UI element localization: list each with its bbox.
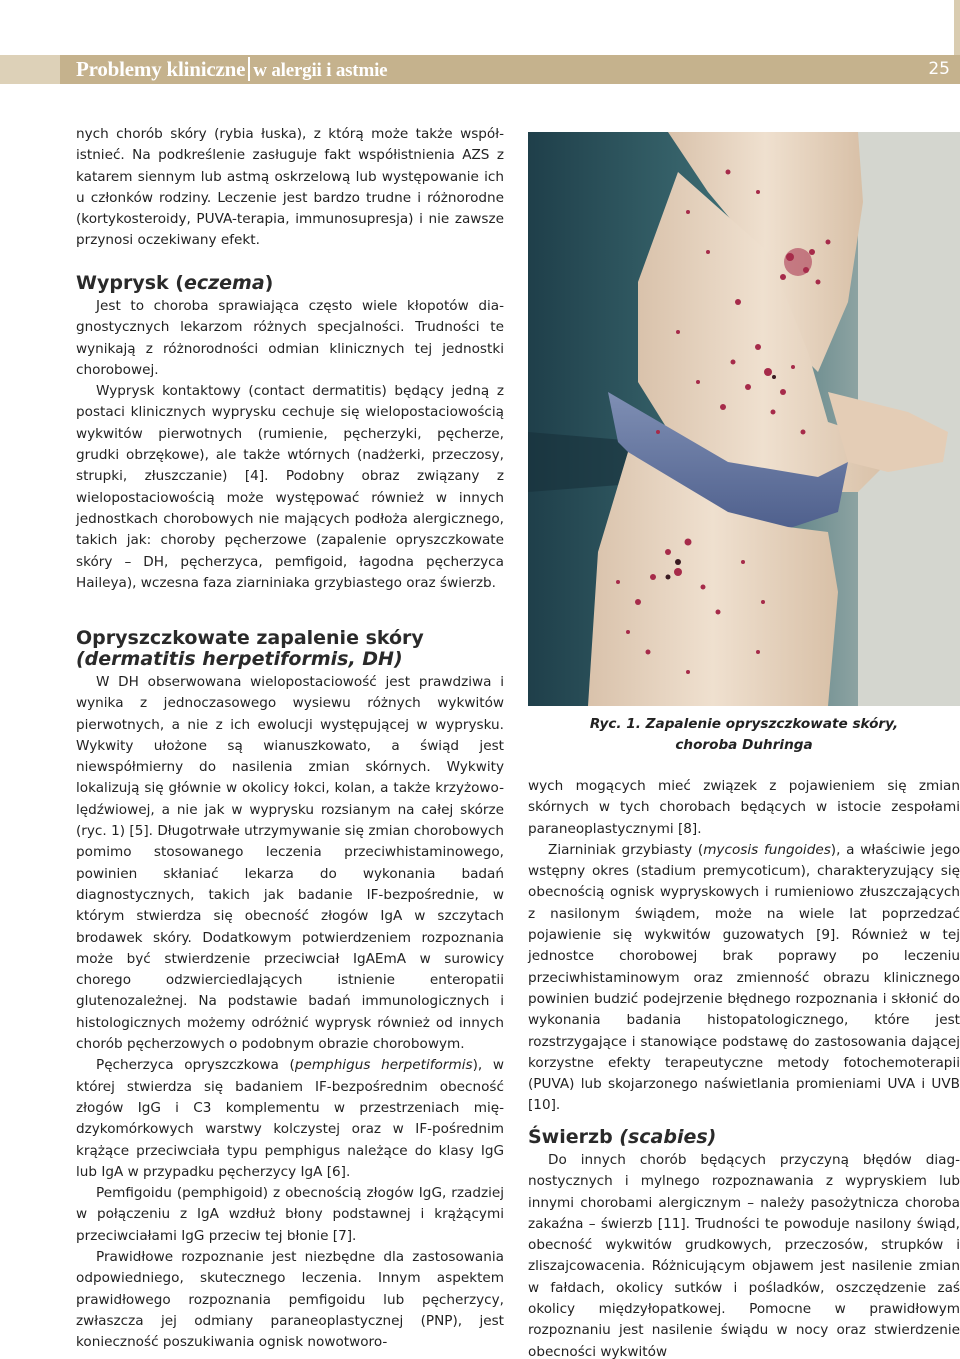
- header-title-part2: w alergii i astmie: [253, 60, 388, 81]
- scabies-section: [528, 1127, 960, 1359]
- dh-paragraph-1: W DH obserwowana wielopostaciowość jest prawdziwa i wynika z jednoczasowego wysiewu różnych wykwitów pierwotnych, a nie z ich ewolucji występującej w wyprysku. Wykwity ułożone są wianuszkowato, a świąd jest niewspółmierny do nasilenia zmian skórnych. Wykwity lokalizują się głównie w okolicy łokci, kolan, a także krzyżowo-lędźwiowej, a nie jak w wyprysku rozsianym na całej skórze (ryc. 1) [5]. Długotrwałe utrzymywanie się zmian chorobowych pomimo stosowanego leczenia przeciwhistaminowego, powinien skłaniać lekarza do wykonania badań diagnostycznych, takich jak badanie IF-bezpośrednie, w którym stwierdza się obecność złogów IgA w szczytach brodawek skóry. Dodatkowym potwierdzeniem rozpoznania może być stwierdzenie przeciwciał IgAEmA w surowicy chorego odzwierciedlających istnienie enteropatii glutenozależnej. Na podstawie badań immunologicznych i histologicznych możemy odróżnić wyprysk również od innych chorób pęcherzowych o podobnym obrazie chorobowym.: [76, 674, 504, 1053]
- dh-heading: [76, 628, 504, 670]
- header-title-part1: Problemy kliniczne: [76, 57, 250, 81]
- dh-paragraph-4: Prawidłowe rozpoznanie jest niezbędne dla zastosowania odpowiedniego, skutecznego leczenia. Innym aspektem prawidłowego rozpoznania pemfigoidu lub pęcherzycy, zwłaszcza jej odmiany paraneoplastycznej (PNP), jest konieczność poszukiwania ognisk nowotworo-: [76, 1249, 504, 1351]
- figure-caption-line1: Ryc. 1. Zapalenie opryszczkowate skóry,: [589, 716, 899, 732]
- dh-paragraph-3: Pemfigoidu (pemphigoid) z obecnością złogów IgG, rzadziej w połączeniu z IgA wzdłuż błony podstawnej i krążącymi przeciwciałami IgG przeciw tej błonie [7].: [76, 1185, 504, 1244]
- running-header: [76, 55, 387, 84]
- figure-caption-line2: choroba Duhringa: [675, 737, 813, 753]
- scabies-heading-main: Świerzb: [528, 1126, 620, 1148]
- dh-section: [76, 628, 504, 1354]
- intro-paragraph: nych chorób skóry (rybia łuska), z którą może także współistnieć. Na podkreślenie zasługuje fakt współistnienia AZS z katarem siennym lub astmą oskrzelową lub występowanie ich u członków rodziny. Leczenie jest bardzo trudne i różnorodne (kortykosteroidy, PUVA-terapia, immunosupresja) i nie zawsze przynosi oczekiwany efekt.: [76, 126, 504, 249]
- dh-paragraph-2: [76, 1055, 504, 1183]
- clinical-photo-illustration: [528, 132, 960, 706]
- right-p2-italic: mycosis fungoides: [703, 841, 831, 858]
- eczema-heading-close: ): [264, 272, 274, 294]
- eczema-paragraph-1: Jest to choroba sprawiająca często wiele kłopotów diagnostycznych lekarzom różnych specjalności. Trudności te wynikają z różnorodności odmian klinicznych tej jednostki chorobowej.: [76, 298, 504, 378]
- right-column-text: [528, 776, 960, 1117]
- clinical-photo: [528, 132, 960, 706]
- corner-mark: [954, 0, 960, 55]
- dh-p2-italic: pemphigus herpetiformis: [294, 1057, 473, 1074]
- right-paragraph-1: wych mogących mieć związek z pojawieniem się zmian skórnych w tych chorobach będących w istocie zespołami paraneoplastycznymi [8].: [528, 778, 960, 837]
- dh-p2-before: Pęcherzyca opryszczkowa (: [96, 1057, 295, 1074]
- left-column-top: [76, 124, 504, 252]
- eczema-section: [76, 273, 504, 594]
- scabies-heading: [528, 1127, 960, 1148]
- right-p2-after: ), a właściwie jego wstępny okres (stadium premycoticum), charakteryzujący się obecnością ognisk wypryskowych i rumieniowo złuszczających z nasilonym świądem, może na wiele lat poprzedzać pojawienie się wykwitów guzowatych [9]. Również w tej jednostce chorobowej brak poprawy po leczeniu przeciwhistaminowym oraz zmienność obrazu klinicznego powinien budzić podejrzenie błędnego rozpoznania i skłonić do wykonania badania histopatologicznego, które jest rozstrzygające i stanowiące podstawę do zastosowania dającej korzystne efekty terapeutyczne metody fotochemoterapii (PUVA) lub skojarzonego naświetlania promieniami UVA i UVB [10].: [528, 841, 960, 1114]
- right-paragraph-2: [528, 840, 960, 1117]
- dh-heading-line1: Opryszczkowate zapalenie skóry: [76, 627, 424, 649]
- dh-heading-line2: (dermatitis herpetiformis, DH): [76, 648, 403, 670]
- scabies-paragraph-1: Do innych chorób będących przyczyną błędów diagnostycznych i mylnego rozpoznawania z wypryskiem lub innymi chorobami alergicznym – należy pasożytnicza choroba zakaźna – świerzb [11]. Trudności te powoduje nasilony świąd, obecność wykwitów grudkowych, przeczosów, strupków i zliszajcowacenia. Różnicującym objawem jest nasilenie zmian w fałdach, okolicy sutków i pośladków, oszczędzenie zaś okolicy międzyłopatkowej. Pomocne w prawidłowym rozpoznaniu jest nasilenie świądu w nocy oraz stwierdzenie obecności wykwitów: [528, 1152, 960, 1359]
- right-p2-before: Ziarniniak grzybiasty (: [548, 841, 704, 858]
- eczema-heading: [76, 273, 504, 294]
- figure-caption: [528, 714, 960, 756]
- scabies-heading-latin: (scabies): [619, 1126, 717, 1148]
- eczema-heading-latin: eczema: [183, 272, 265, 294]
- eczema-paragraph-2: Wyprysk kontaktowy (contact dermatitis) będący jedną z postaci klinicznych wyprysku cechuje się wielopostaciowością wykwitów pierwotnych (rumienie, pęcherzyki, pęcherze, grudki obrzękowe), ale także wtórnych (nadżerki, przeczosy, strupki, złuszczanie) [4]. Podobny obraz związany z wielopostaciowością może występować również w innych jednostkach chorobowych nie mających podłoża alergicznego, takich jak: choroby pęcherzowe (zapalenie opryszczkowate skóry – DH, pęcherzyca, pemfigoid, łagodna pęcherzyca Haileya), wczesna faza ziarniniaka grzybiastego oraz świerzb.: [76, 383, 504, 591]
- eczema-heading-main: Wyprysk (: [76, 272, 184, 294]
- page-number: 25: [928, 59, 950, 79]
- dh-p2-after: ), w której stwierdza się badaniem IF-bezpośrednim obecność złogów IgG i C3 komplementu w przestrzeniach międzykomórkowych warstwy kolczystej oraz w IF-pośrednim krążące przeciwciała typu pemphigus należące do klasy IgG lub IgA w przypadku pęcherzycy IgA [6].: [76, 1057, 504, 1180]
- header-stripe: [0, 55, 60, 84]
